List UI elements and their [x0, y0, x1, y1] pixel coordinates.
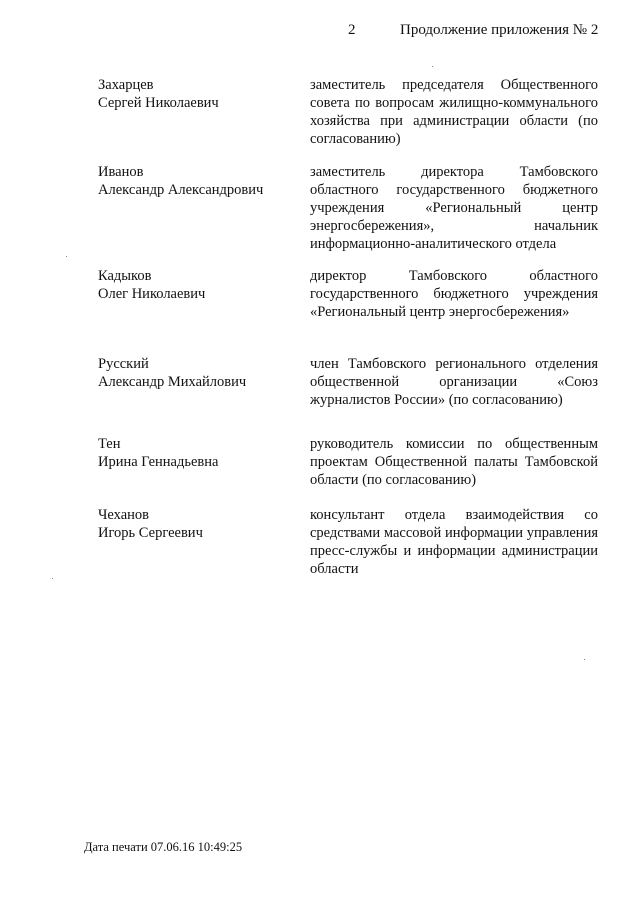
- member-given-names: Александр Михайлович: [98, 374, 247, 390]
- scan-speck: [66, 256, 67, 257]
- scan-speck: [432, 66, 433, 67]
- appendix-continuation-note: Продолжение приложения № 2: [400, 22, 599, 38]
- member-role: консультант отдела взаимодействия со средствами массовой информации управления пресс-службы и информации администрации области: [310, 507, 598, 577]
- member-role: заместитель председателя Общественного совета по вопросам жилищно-коммунального хозяйства при администрации области (по согласованию): [310, 77, 598, 147]
- member-name: [98, 506, 298, 542]
- member-given-names: Александр Александрович: [98, 182, 264, 198]
- scan-speck: [584, 659, 585, 660]
- member-surname: Русский: [98, 356, 149, 372]
- member-given-names: Сергей Николаевич: [98, 95, 219, 111]
- member-given-names: Ирина Геннадьевна: [98, 454, 219, 470]
- print-date: Дата печати 07.06.16 10:49:25: [84, 840, 243, 854]
- member-surname: Чеханов: [98, 507, 150, 523]
- member-name: [98, 163, 298, 199]
- member-name: [98, 267, 298, 303]
- member-name: [98, 435, 298, 471]
- member-surname: Иванов: [98, 164, 144, 180]
- member-name: [98, 76, 298, 112]
- member-surname: Захарцев: [98, 77, 154, 93]
- member-role: заместитель директора Тамбовского областного государственного бюджетного учреждения «Региональный центр энергосбережения», начальник информационно-аналитического отдела: [310, 164, 598, 252]
- member-surname: Тен: [98, 436, 121, 452]
- member-given-names: Олег Николаевич: [98, 286, 206, 302]
- member-surname: Кадыков: [98, 268, 152, 284]
- member-role: директор Тамбовского областного государственного бюджетного учреждения «Региональный центр энергосбережения»: [310, 268, 598, 320]
- member-given-names: Игорь Сергеевич: [98, 525, 203, 541]
- scan-speck: [52, 578, 53, 579]
- member-role: руководитель комиссии по общественным проектам Общественной палаты Тамбовской области (по согласованию): [310, 436, 598, 488]
- member-name: [98, 355, 298, 391]
- member-role: член Тамбовского регионального отделения общественной организации «Союз журналистов России» (по согласованию): [310, 356, 598, 408]
- page-number: 2: [348, 22, 356, 38]
